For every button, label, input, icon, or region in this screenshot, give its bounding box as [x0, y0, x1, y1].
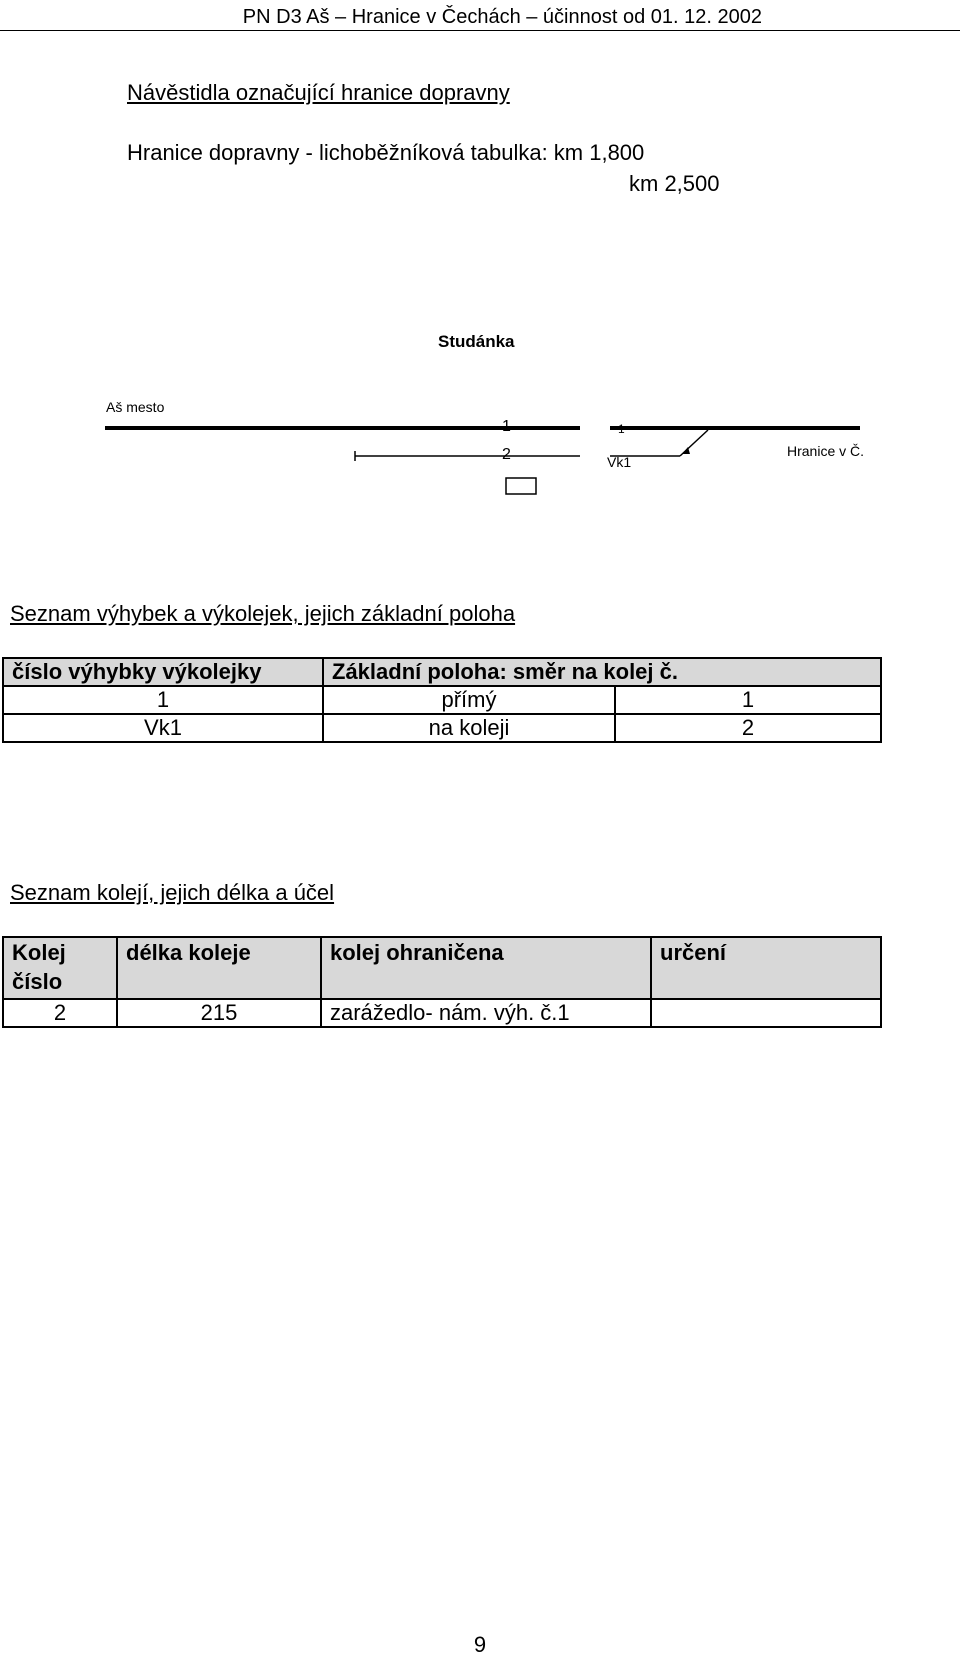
boundary-label: Hranice dopravny - lichoběžníková tabulka: km 1,800: [127, 140, 645, 165]
boundary-km2: km 2,500: [629, 171, 720, 196]
header-text: PN D3 Aš – Hranice v Čechách – účinnost od 01. 12. 2002: [242, 6, 762, 28]
table-header-row: [3, 658, 881, 686]
table-cell: 2: [3, 999, 117, 1027]
derailer-label: Vk1: [607, 454, 632, 470]
table-cell: na koleji: [323, 714, 615, 742]
switches-table: [2, 657, 882, 743]
track-1-label: 1: [502, 418, 511, 435]
header-cell: délka koleje: [117, 937, 321, 999]
left-direction-label: Aš mesto: [106, 399, 165, 415]
table-cell: [651, 999, 881, 1027]
right-direction-label: Hranice v Č.: [787, 443, 865, 459]
tracks-table: [2, 936, 882, 1028]
header-cell: číslo výhybky výkolejky: [3, 658, 323, 686]
table-cell: přímý: [323, 686, 615, 714]
header-cell: Základní poloha: směr na kolej č.: [323, 658, 881, 686]
track-2-label: 2: [502, 446, 511, 463]
table-cell: Vk1: [3, 714, 323, 742]
track-diagram-svg: [90, 388, 880, 508]
switch-number-label: 1: [618, 422, 625, 436]
table-cell: 1: [3, 686, 323, 714]
page-number: 9: [473, 1632, 487, 1657]
header-cell: určení: [651, 937, 881, 999]
station-name: Studánka: [438, 332, 515, 351]
station-building-icon: [506, 478, 536, 494]
table-cell: zarážedlo- nám. výh. č.1: [321, 999, 651, 1027]
table-cell: 215: [117, 999, 321, 1027]
switches-title: Seznam výhybek a výkolejek, jejich základní poloha: [10, 601, 516, 626]
page-header: [0, 4, 960, 31]
header-cell: kolej ohraničena: [321, 937, 651, 999]
tracks-title: Seznam kolejí, jejich délka a účel: [10, 880, 335, 905]
table-cell: 1: [615, 686, 881, 714]
table-header-row: [3, 937, 881, 999]
track-diagram: [90, 388, 880, 508]
table-row: [3, 714, 881, 742]
table-row: [3, 686, 881, 714]
header-cell: Kolej číslo: [3, 937, 117, 999]
signals-title: Návěstidla označující hranice dopravny: [127, 80, 510, 105]
table-row: [3, 999, 881, 1027]
table-cell: 2: [615, 714, 881, 742]
